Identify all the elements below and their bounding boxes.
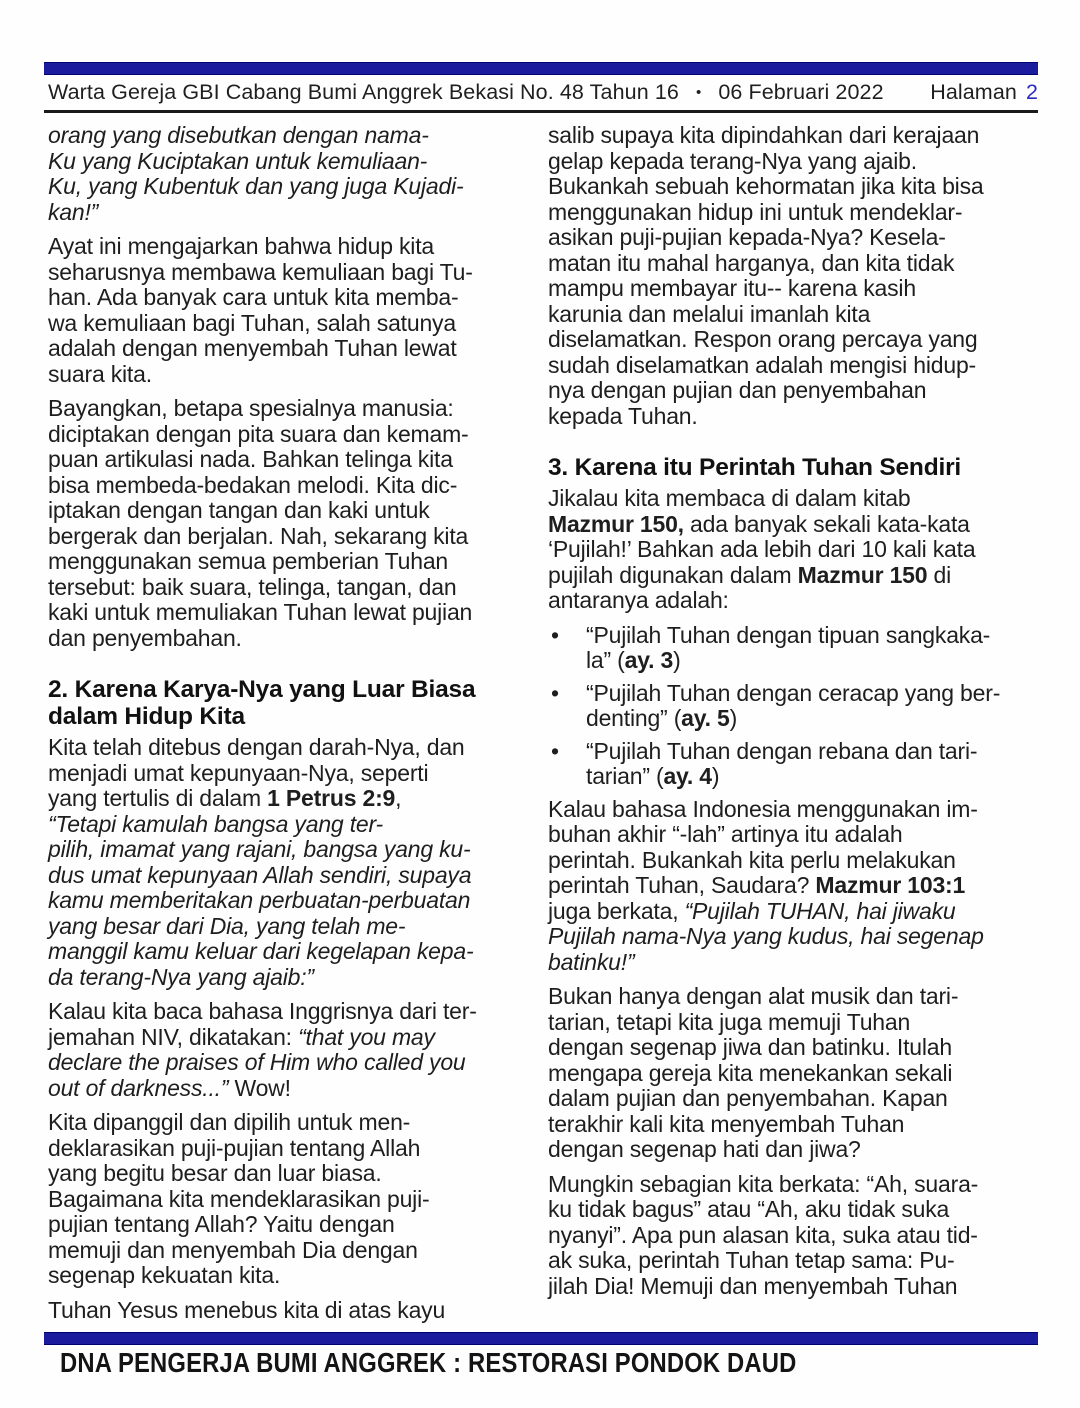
- text-run: “Pujilah TUHAN, hai jiwaku: [684, 897, 956, 924]
- text-run: puan artikulasi nada. Bahkan telinga kita: [48, 446, 453, 472]
- text-run: kamu memberitakan perbuatan-perbuatan: [48, 887, 471, 913]
- text-run: perintah Tuhan, Saudara?: [548, 872, 816, 898]
- page-number-value: 2: [1025, 80, 1038, 104]
- text-line: [48, 260, 544, 286]
- text-run: Bagaimana kita mendeklarasikan puji-: [48, 1185, 430, 1212]
- text-line: [548, 404, 1040, 430]
- text-line: [48, 676, 544, 703]
- text-line: [48, 575, 544, 601]
- text-line: [48, 336, 544, 362]
- text-line: [548, 327, 1040, 353]
- text-run: memuji dan menyembah Dia dengan: [48, 1236, 418, 1263]
- text-line: [548, 378, 1040, 404]
- paragraph: [48, 999, 544, 1101]
- text-line: [48, 888, 544, 914]
- text-run: ku tidak bagus” atau “Ah, aku tidak suka: [548, 1196, 950, 1222]
- text-run: sudah diselamatkan adalah mengisi hidup-: [548, 351, 977, 378]
- bullet-text: [586, 623, 1040, 674]
- text-line: [48, 1263, 544, 1289]
- text-line: [48, 1238, 544, 1264]
- text-run: segenap kekuatan kita.: [48, 1262, 281, 1288]
- text-run: iptakan dengan tangan dan kaki untuk: [48, 497, 430, 523]
- text-line: [548, 1010, 1040, 1036]
- text-run: declare the praises of Him who called you: [48, 1049, 466, 1075]
- text-run: Kita dipanggil dan dipilih untuk men-: [48, 1109, 411, 1135]
- text-run: wa kemuliaan bagi Tuhan, salah satunya: [48, 309, 456, 336]
- text-run: dalam pujian dan penyembahan. Kapan: [548, 1085, 948, 1111]
- text-line: [586, 623, 1040, 649]
- paragraph: [48, 735, 544, 990]
- text-line: [48, 149, 544, 175]
- text-run: denting” (: [586, 705, 682, 731]
- column-right: [548, 123, 1040, 1308]
- bullet-item: [548, 623, 1040, 674]
- text-run: ‘Pujilah!’ Bahkan ada lebih dari 10 kali kata: [548, 536, 976, 562]
- text-line: [48, 498, 544, 524]
- text-run: salib supaya kita dipindahkan dari kerajaan: [548, 122, 980, 148]
- text-run: mampu membayar itu-- karena kasih: [548, 275, 916, 301]
- text-run: matan itu mahal harganya, dan kita tidak: [548, 249, 955, 276]
- text-run: dus umat kepunyaan Allah sendiri, supaya: [48, 861, 472, 888]
- text-line: [586, 681, 1040, 707]
- text-run: diselamatkan. Respon orang percaya yang: [548, 326, 978, 352]
- text-line: [48, 174, 544, 200]
- header-bullet-separator: •: [695, 84, 702, 101]
- text-line: [48, 1025, 544, 1051]
- text-run: Ayat ini mengajarkan bahwa hidup kita: [48, 233, 434, 259]
- text-run: dan penyembahan.: [48, 624, 242, 651]
- text-run: Bukan hanya dengan alat musik dan tari-: [548, 983, 959, 1009]
- text-line: [48, 447, 544, 473]
- text-line: [48, 1050, 544, 1076]
- text-run: asikan puji-pujian kepada-Nya? Kesela-: [548, 224, 946, 250]
- section-heading: [48, 676, 544, 730]
- text-run: dengan segenap jiwa dan batinku. Itulah: [548, 1034, 952, 1060]
- text-line: [548, 797, 1040, 823]
- text-run: “Pujilah Tuhan dengan rebana dan tari-: [586, 737, 978, 764]
- page-number-label: Halaman: [930, 80, 1017, 104]
- text-run: suara kita.: [48, 360, 152, 387]
- page-header: [48, 80, 1038, 105]
- text-run: ada banyak sekali kata-kata: [683, 510, 970, 537]
- text-run: Pujilah nama-Nya yang kudus, hai segenap: [548, 923, 984, 949]
- text-line: [548, 848, 1040, 874]
- text-line: [548, 486, 1040, 512]
- bullet-item: [548, 739, 1040, 790]
- bullet-marker: •: [551, 679, 559, 706]
- text-run: antaranya adalah:: [548, 587, 729, 613]
- bullet-text: [586, 681, 1040, 732]
- text-run: “Pujilah Tuhan dengan ceracap yang ber-: [586, 679, 1001, 706]
- text-run: jilah Dia! Memuji dan menyembah Tuhan: [548, 1272, 958, 1299]
- text-line: [548, 276, 1040, 302]
- text-line: [48, 311, 544, 337]
- text-run: ): [729, 705, 738, 731]
- text-run: Wow!: [234, 1074, 291, 1101]
- text-line: [548, 1223, 1040, 1249]
- text-run: batinku!”: [548, 948, 635, 975]
- text-run: bisa membeda-bedakan melodi. Kita dic-: [48, 471, 458, 498]
- text-line: [548, 225, 1040, 251]
- text-run: Mazmur 150,: [548, 510, 684, 537]
- text-run: “that you may: [298, 1023, 435, 1050]
- text-run: Mazmur 150: [797, 561, 928, 588]
- issue-date: 06 Februari 2022: [718, 80, 884, 104]
- text-line: [548, 174, 1040, 200]
- text-line: [548, 1137, 1040, 1163]
- text-line: [548, 123, 1040, 149]
- text-run: pilih, imamat yang rajani, bangsa yang ku-: [48, 836, 471, 862]
- text-run: ): [711, 763, 720, 789]
- text-line: [548, 984, 1040, 1010]
- footer-top-rule: [44, 1332, 1038, 1345]
- bullet-text: [586, 739, 1040, 790]
- text-line: [48, 761, 544, 787]
- text-run: “Pujilah Tuhan dengan tipuan sangkaka-: [586, 621, 991, 648]
- text-line: [548, 950, 1040, 976]
- text-run: Mazmur 103:1: [815, 872, 966, 898]
- text-line: [48, 735, 544, 761]
- text-run: diciptakan dengan pita suara dan kemam-: [48, 420, 469, 447]
- text-line: [548, 1172, 1040, 1198]
- paragraph: [48, 123, 544, 225]
- paragraph: [548, 797, 1040, 976]
- text-line: [48, 626, 544, 652]
- text-run: Tuhan Yesus menebus kita di atas kayu: [48, 1296, 446, 1323]
- text-line: [48, 422, 544, 448]
- text-run: kan!”: [48, 198, 99, 225]
- text-line: [548, 1274, 1040, 1300]
- text-run: manggil kamu keluar dari kegelapan kepa-: [48, 938, 474, 964]
- text-line: [586, 706, 1040, 732]
- text-line: [48, 965, 544, 991]
- text-line: [48, 786, 544, 812]
- text-run: menggunakan semua pemberian Tuhan: [48, 548, 449, 574]
- text-run: perintah. Bukankah kita perlu melakukan: [548, 846, 956, 873]
- text-run: juga berkata,: [548, 897, 685, 924]
- text-line: [548, 1035, 1040, 1061]
- footer-slogan: DNA PENGERJA BUMI ANGGREK : RESTORASI PONDOK DAUD: [60, 1347, 797, 1378]
- text-run: 2. Karena Karya-Nya yang Luar Biasa: [48, 676, 476, 703]
- text-line: [548, 1112, 1040, 1138]
- text-run: buhan akhir “-lah” artinya itu adalah: [548, 821, 903, 847]
- text-run: terakhir kali kita menyembah Tuhan: [548, 1110, 905, 1137]
- paragraph: [48, 1298, 544, 1324]
- paragraph: [48, 234, 544, 387]
- text-line: [548, 353, 1040, 379]
- text-line: [48, 837, 544, 863]
- text-run: Jikalau kita membaca di dalam kitab: [548, 485, 911, 511]
- text-run: Ku, yang Kubentuk dan yang juga Kujadi-: [48, 173, 464, 199]
- text-line: [548, 563, 1040, 589]
- text-line: [48, 703, 544, 730]
- text-run: yang begitu besar dan luar biasa.: [48, 1160, 382, 1186]
- paragraph: [548, 1172, 1040, 1300]
- text-line: [48, 234, 544, 260]
- text-run: karunia dan melalui imanlah kita: [548, 300, 871, 327]
- text-run: dalam Hidup Kita: [48, 703, 245, 730]
- text-line: [48, 1076, 544, 1102]
- text-run: out of darkness...”: [48, 1074, 235, 1101]
- text-line: [48, 396, 544, 422]
- bullet-marker: •: [551, 621, 559, 648]
- text-line: [48, 473, 544, 499]
- text-line: [548, 1248, 1040, 1274]
- text-run: nya dengan pujian dan penyembahan: [548, 377, 927, 403]
- text-line: [548, 899, 1040, 925]
- text-line: [586, 764, 1040, 790]
- text-run: orang yang disebutkan dengan nama-: [48, 122, 429, 148]
- text-run: ay. 3: [624, 647, 674, 673]
- text-run: han. Ada banyak cara untuk kita memba-: [48, 284, 459, 310]
- text-run: Bukankah sebuah kehormatan jika kita bisa: [548, 173, 984, 199]
- text-line: [548, 588, 1040, 614]
- text-line: [48, 285, 544, 311]
- text-line: [48, 812, 544, 838]
- text-run: 1 Petrus 2:9: [267, 785, 396, 811]
- page-number-group: [930, 80, 1038, 105]
- text-run: tarian” (: [586, 763, 664, 789]
- text-run: da terang-Nya yang ajaib:”: [48, 963, 314, 990]
- text-run: ak suka, perintah Tuhan tetap sama: Pu-: [548, 1247, 955, 1273]
- text-run: Mungkin sebagian kita berkata: “Ah, suara-: [548, 1170, 979, 1197]
- text-line: [48, 1110, 544, 1136]
- text-run: Kalau kita baca bahasa Inggrisnya dari ter-: [48, 998, 477, 1024]
- text-run: yang tertulis di dalam: [48, 785, 268, 811]
- text-run: 3. Karena itu Perintah Tuhan Sendiri: [548, 454, 962, 481]
- text-run: “Tetapi kamulah bangsa yang ter-: [48, 810, 383, 837]
- text-line: [48, 600, 544, 626]
- text-run: jemahan NIV, dikatakan:: [48, 1023, 299, 1050]
- text-run: pujian tentang Allah? Yaitu dengan: [48, 1211, 395, 1237]
- text-line: [548, 1061, 1040, 1087]
- text-line: [548, 454, 1040, 481]
- text-run: tersebut: baik suara, telinga, tangan, dan: [48, 573, 457, 600]
- text-run: kaki untuk memuliakan Tuhan lewat pujian: [48, 599, 473, 625]
- paragraph: [548, 984, 1040, 1163]
- bullet-item: [548, 681, 1040, 732]
- text-line: [48, 1161, 544, 1187]
- text-line: [548, 200, 1040, 226]
- text-line: [48, 999, 544, 1025]
- text-line: [548, 1086, 1040, 1112]
- text-line: [548, 149, 1040, 175]
- text-line: [548, 512, 1040, 538]
- text-run: gelap kepada terang-Nya yang ajaib.: [548, 147, 917, 174]
- text-run: ): [673, 647, 681, 673]
- text-line: [48, 939, 544, 965]
- text-line: [548, 251, 1040, 277]
- text-line: [48, 1212, 544, 1238]
- text-run: seharusnya membawa kemuliaan bagi Tu-: [48, 258, 473, 285]
- text-run: Kalau bahasa Indonesia menggunakan im-: [548, 795, 978, 822]
- newsletter-title: Warta Gereja GBI Cabang Bumi Anggrek Bekasi No. 48 Tahun 16: [48, 80, 679, 104]
- header-divider-rule: [44, 110, 1038, 113]
- text-line: [548, 873, 1040, 899]
- text-run: menjadi umat kepunyaan-Nya, seperti: [48, 759, 429, 786]
- text-run: bergerak dan berjalan. Nah, sekarang kita: [48, 522, 469, 549]
- text-line: [548, 822, 1040, 848]
- column-left: [48, 123, 544, 1332]
- text-run: pujilah digunakan dalam: [548, 561, 798, 588]
- text-line: [48, 549, 544, 575]
- text-run: ay. 5: [681, 705, 730, 731]
- section-heading: [548, 454, 1040, 481]
- text-run: menggunakan hidup ini untuk mendeklar-: [548, 198, 963, 225]
- text-run: Bayangkan, betapa spesialnya manusia:: [48, 395, 454, 421]
- text-line: [48, 1187, 544, 1213]
- text-run: mengapa gereja kita menekankan sekali: [548, 1059, 953, 1086]
- text-run: Ku yang Kuciptakan untuk kemuliaan-: [48, 147, 428, 174]
- text-line: [586, 648, 1040, 674]
- text-line: [48, 200, 544, 226]
- text-run: tarian, tetapi kita juga memuji Tuhan: [548, 1008, 911, 1035]
- text-run: Kita telah ditebus dengan darah-Nya, dan: [48, 734, 465, 760]
- text-run: kepada Tuhan.: [548, 402, 698, 429]
- text-run: adalah dengan menyembah Tuhan lewat: [48, 335, 457, 361]
- text-line: [48, 524, 544, 550]
- text-line: [586, 739, 1040, 765]
- text-line: [48, 914, 544, 940]
- text-line: [548, 924, 1040, 950]
- text-line: [548, 302, 1040, 328]
- bullet-marker: •: [551, 737, 559, 764]
- text-line: [48, 123, 544, 149]
- text-line: [48, 1136, 544, 1162]
- text-run: la” (: [586, 647, 625, 673]
- text-line: [48, 863, 544, 889]
- text-run: ay. 4: [663, 763, 712, 789]
- paragraph: [48, 396, 544, 651]
- text-run: dengan segenap hati dan jiwa?: [548, 1136, 861, 1162]
- text-line: [48, 362, 544, 388]
- text-line: [48, 1298, 544, 1324]
- text-run: yang besar dari Dia, yang telah me-: [48, 912, 406, 939]
- paragraph: [548, 486, 1040, 614]
- header-top-rule: [44, 62, 1038, 75]
- text-line: [548, 537, 1040, 563]
- text-line: [548, 1197, 1040, 1223]
- paragraph: [548, 123, 1040, 429]
- text-run: di: [927, 561, 952, 588]
- text-run: nyanyi”. Apa pun alasan kita, suka atau tid-: [548, 1221, 978, 1248]
- text-run: ,: [395, 785, 402, 811]
- paragraph: [48, 1110, 544, 1289]
- text-run: deklarasikan puji-pujian tentang Allah: [48, 1134, 421, 1161]
